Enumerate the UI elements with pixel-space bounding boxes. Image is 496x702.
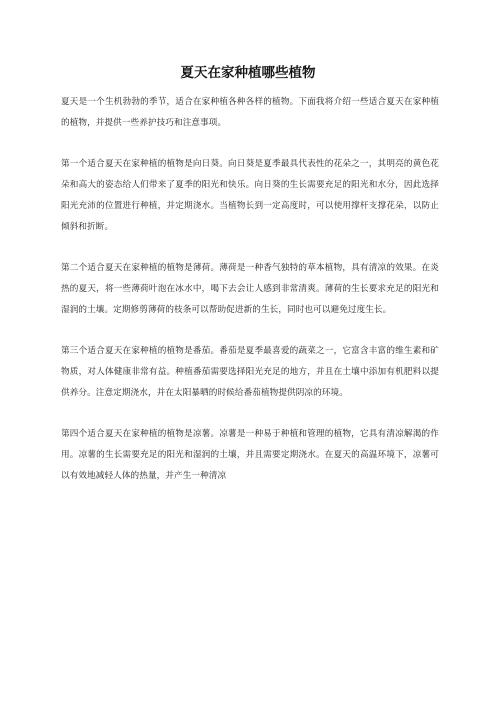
intro-paragraph: 夏天是一个生机勃勃的季节，适合在家种植各种各样的植物。下面我将介绍一些适合夏天在家种植的植物，并提供一些养护技巧和注意事项。 [61, 97, 439, 128]
document-body [61, 92, 439, 507]
paragraph-tomato: 第三个适合夏天在家种植的植物是番茄。番茄是夏季最喜爱的蔬菜之一，它富含丰富的维生素和矿物质，对人体健康非常有益。种植番茄需要选择阳光充足的地方，并且在土壤中添加有机肥料以提供养分。注意定期浇水，并在太阳暴晒的时候给番茄植物提供阴凉的环境。 [61, 346, 439, 398]
paragraph-sunflower: 第一个适合夏天在家种植的植物是向日葵。向日葵是夏季最具代表性的花朵之一，其明亮的黄色花朵和高大的姿态给人们带来了夏季的阳光和快乐。向日葵的生长需要充足的阳光和水分，因此选择阳光充沛的位置进行种植，并定期浇水。当植物长到一定高度时，可以使用撑杆支撑花朵，以防止倾斜和折断。 [61, 159, 439, 232]
paragraph-jicama: 第四个适合夏天在家种植的植物是凉薯。凉薯是一种易于种植和管理的植物，它具有清凉解渴的作用。凉薯的生长需要充足的阳光和湿润的土壤，并且需要定期浇水。在夏天的高温环境下，凉薯可以有效地减轻人体的热量，并产生一种清凉 [61, 429, 439, 481]
paragraph-mint: 第二个适合夏天在家种植的植物是薄荷。薄荷是一种香气独特的草本植物，具有清凉的效果。在炎热的夏天，将一些薄荷叶泡在冰水中，喝下去会让人感到非常清爽。薄荷的生长要求充足的阳光和湿润的土壤。定期修剪薄荷的枝条可以帮助促进新的生长，同时也可以避免过度生长。 [61, 263, 439, 315]
document-title: 夏天在家种植哪些植物 [180, 65, 316, 81]
